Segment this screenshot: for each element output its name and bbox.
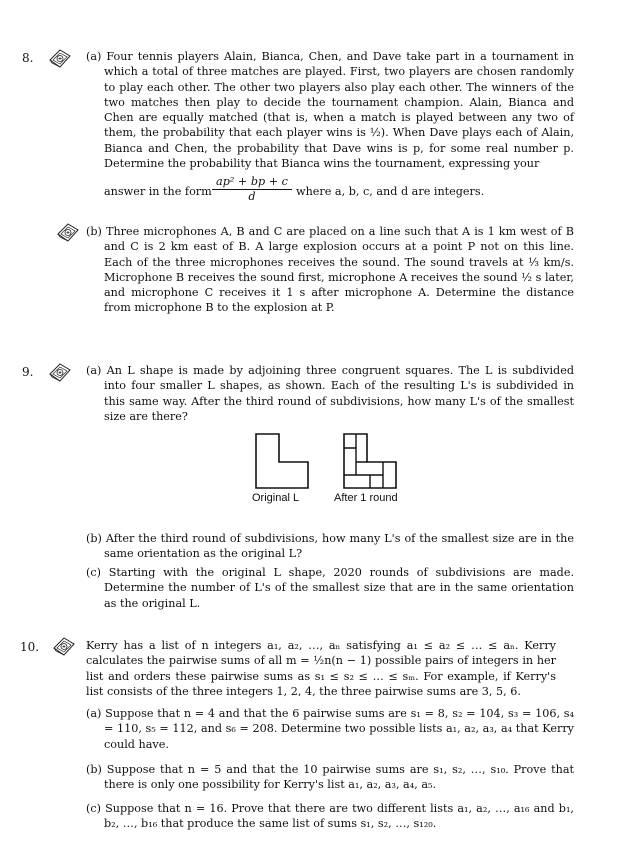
calculator-icon — [56, 222, 80, 242]
caption-after-1-round: After 1 round — [334, 492, 398, 504]
question-10-intro: Kerry has a list of n integers a₁, a₂, …, aₙ satisfying a₁ ≤ a₂ ≤ … ≤ aₙ. Kerry calculates the pairwise sums of all m = ½n(n − 1) possible pairs of integers in her list and orders these pairwise sums as s₁ ≤ s₂ ≤ … ≤ sₘ. For example, if Kerry's list consists of the three integers 1, 2, 4, the three pairwise sums are 3, 5, 6. — [86, 639, 556, 698]
question-9c-text: (c) Starting with the original L shape, 2020 rounds of subdivisions are made. Determine the number of L's of the smallest size that are in the same orientation as the original L. — [86, 566, 574, 610]
question-9a-text: (a) An L shape is made by adjoining three congruent squares. The L is subdivided into four smaller L shapes, as shown. Each of the resulting L's is subdivided in this same way. After the third round of subdivisions, how many L's of the smallest size are there? — [86, 364, 574, 423]
calculator-icon — [48, 362, 72, 382]
question-10-number: 10. — [20, 640, 40, 654]
question-9-number: 9. — [22, 365, 34, 379]
answer-form-fraction — [212, 175, 292, 204]
calculator-icon — [48, 48, 72, 68]
question-10a-text: (a) Suppose that n = 4 and that the 6 pairwise sums are s₁ = 8, s₂ = 104, s₃ = 106, s₄ = 110, s₅ = 112, and s₆ = 208. Determine two possible lists a₁, a₂, a₃, a₄ that Kerry could have. — [86, 707, 574, 751]
caption-original-l: Original L — [252, 492, 300, 504]
question-9b-text: (b) After the third round of subdivisions, how many L's of the smallest size are in the same orientation as the original L? — [86, 532, 574, 561]
original-l-figure — [252, 432, 314, 490]
fraction-numerator: ap² + bp + c — [212, 175, 292, 190]
answer-form-suffix: where a, b, c, and d are integers. — [296, 185, 485, 198]
answer-form-prefix: answer in the form — [104, 185, 212, 198]
question-8a-text: (a) Four tennis players Alain, Bianca, Chen, and Dave take part in a tournament in which a total of three matches are played. First, two players are chosen randomly to play each other. The other two players also play each other. The winners of the two matches then play to decide the tournament champion. Alain, Bianca and Chen are equally matched (that is, when a match is played between any two of them, the probability that each player wins is ½). When Dave plays each of Alain, Bianca and Chen, the probability that Dave wins is p, for some real number p. Determine the probability that Bianca wins the tournament, expressing your — [86, 50, 574, 171]
question-8b-text: (b) Three microphones A, B and C are placed on a line such that A is 1 km west of B and C is 2 km east of B. A large explosion occurs at a point P not on this line. Each of the three microphones receives the sound. The sound travels at ⅓ km/s. Microphone B receives the sound first, microphone A receives the sound ½ s later, and microphone C receives it 1 s after microphone A. Determine the distance from microphone B to the explosion at P. — [86, 225, 574, 315]
calculator-icon — [52, 636, 76, 656]
question-8-number: 8. — [22, 51, 34, 65]
question-8a-answer-form — [104, 175, 556, 205]
question-10b-text: (b) Suppose that n = 5 and that the 10 pairwise sums are s₁, s₂, …, s₁₀. Prove that there is only one possibility for Kerry's list a₁, a₂, a₃, a₄, a₅. — [86, 763, 574, 792]
fraction-denominator: d — [248, 190, 256, 203]
question-10c-text: (c) Suppose that n = 16. Prove that there are two different lists a₁, a₂, …, a₁₆ and b₁, b₂, …, b₁₆ that produce the same list of sums s₁, s₂, …, s₁₂₀. — [86, 802, 574, 831]
subdivided-l-figure — [340, 432, 402, 490]
